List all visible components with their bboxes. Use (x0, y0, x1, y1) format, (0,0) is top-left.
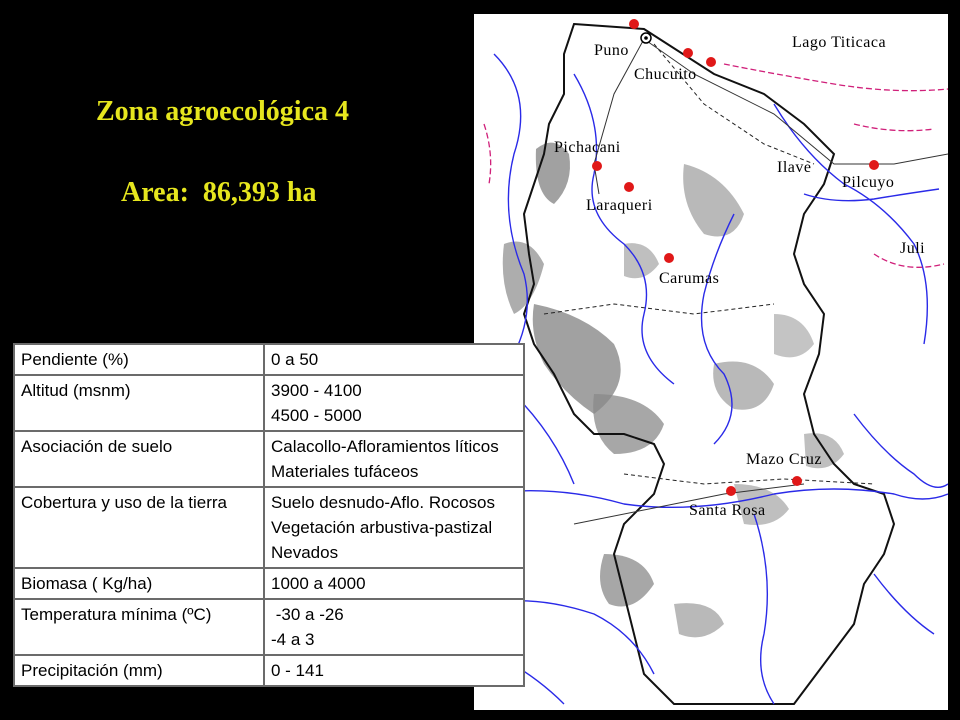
place-mazo-cruz: Mazo Cruz (746, 451, 823, 468)
district-boundaries (544, 44, 874, 484)
row-value (264, 431, 524, 487)
slide-title: Zona agroecológica 4 (96, 96, 350, 127)
row-value (264, 344, 524, 375)
table-row (14, 568, 524, 599)
agroecological-zone-map (474, 14, 948, 710)
place-pichacani: Pichacani (554, 139, 621, 156)
value-line: 4500 - 5000 (271, 406, 362, 425)
table-row (14, 487, 524, 568)
place-santa-rosa: Santa Rosa (689, 502, 766, 519)
vegetation-patches (503, 143, 844, 638)
table-row (14, 655, 524, 686)
zone-attributes-table (13, 343, 525, 687)
value-line: Vegetación arbustiva-pastizal (271, 518, 493, 537)
table-row (14, 431, 524, 487)
place-pilcuyo: Pilcuyo (842, 174, 895, 191)
table-row (14, 344, 524, 375)
row-label: Biomasa ( Kg/ha) (14, 568, 264, 599)
row-label: Temperatura mínima (ºC) (14, 599, 264, 655)
place-carumas: Carumas (659, 270, 720, 287)
row-label: Cobertura y uso de la tierra (14, 487, 264, 568)
area-text: Area: 86,393 ha (121, 177, 317, 208)
row-value (264, 655, 524, 686)
value-line: Calacollo-Afloramientos líticos (271, 437, 499, 456)
place-laraqueri: Laraqueri (586, 197, 653, 214)
row-value (264, 599, 524, 655)
value-line: 3900 - 4100 (271, 381, 362, 400)
value-line: Nevados (271, 543, 339, 562)
value-line: Suelo desnudo-Aflo. Rocosos (271, 493, 495, 512)
table-row (14, 599, 524, 655)
place-ilave: Ilave (777, 159, 812, 176)
row-label: Altitud (msnm) (14, 375, 264, 431)
value-line: -4 a 3 (271, 630, 315, 649)
place-lago-titicaca: Lago Titicaca (792, 34, 887, 51)
row-label: Precipitación (mm) (14, 655, 264, 686)
place-juli: Juli (900, 240, 926, 257)
row-value (264, 568, 524, 599)
place-chucuito: Chucuito (634, 66, 697, 83)
row-label: Asociación de suelo (14, 431, 264, 487)
table-row (14, 375, 524, 431)
value-line: -30 a -26 (271, 605, 344, 624)
row-value (264, 375, 524, 431)
value-line: 1000 a 4000 (271, 574, 366, 593)
value-line: 0 - 141 (271, 661, 324, 680)
row-value (264, 487, 524, 568)
value-line: 0 a 50 (271, 350, 319, 369)
place-puno: Puno (594, 42, 629, 59)
row-label: Pendiente (%) (14, 344, 264, 375)
map-graphic (474, 14, 948, 710)
value-line: Materiales tufáceos (271, 462, 419, 481)
